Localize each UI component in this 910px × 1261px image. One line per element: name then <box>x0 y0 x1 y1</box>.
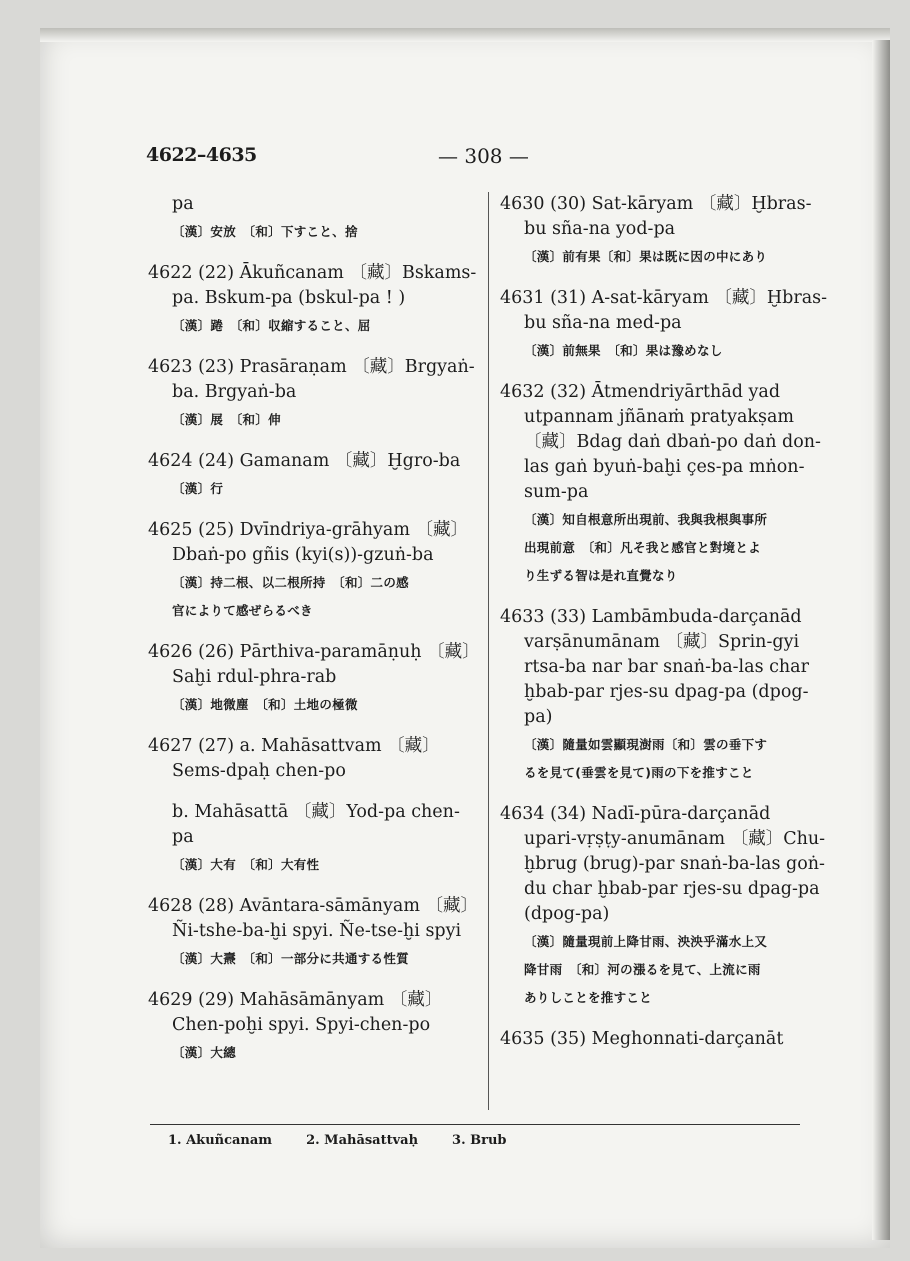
dictionary-entry <box>500 286 830 364</box>
footnote: 1. Akuñcanam <box>168 1133 273 1148</box>
dictionary-entry <box>148 449 480 502</box>
entry-line: 4627 (27) a. Mahāsattvam 〔藏〕 <box>148 736 440 756</box>
entry-line: pa. Bskum-pa (bskul-pa ! ) <box>172 288 406 308</box>
footnotes <box>168 1133 541 1148</box>
dictionary-entry <box>148 355 480 433</box>
dictionary-entry <box>500 380 830 589</box>
dictionary-entry <box>500 1027 830 1052</box>
entry-line: Dbaṅ-po gñis (kyi(s))-gzuṅ-ba <box>172 545 434 565</box>
entry-line: upari-vṛṣṭy-anumānam 〔藏〕Chu- <box>524 829 826 849</box>
entry-line: 4634 (34) Nadī-pūra-darçanād <box>500 804 771 824</box>
entry-translation: 官によりて感ぜらるべき <box>172 603 313 618</box>
entry-translation: 〔漢〕隨量如雲顯現澍雨〔和〕雲の垂下す <box>524 737 768 752</box>
entry-line: las gaṅ byuṅ-baḫi çes-pa mṅon- <box>524 457 805 477</box>
entry-translation: 〔漢〕前無果 〔和〕果は豫めなし <box>524 343 723 358</box>
entry-line: b. Mahāsattā 〔藏〕Yod-pa chen- <box>172 802 460 822</box>
footnote: 2. Mahāsattvaḥ <box>306 1133 419 1148</box>
entry-line: 4624 (24) Gamanam 〔藏〕Ḫgro-ba <box>148 451 461 471</box>
continued-entry <box>148 192 480 245</box>
entry-translation: 〔漢〕展 〔和〕伸 <box>172 412 281 427</box>
entry-translation: 〔漢〕踡 〔和〕収縮すること、屈 <box>172 318 371 333</box>
entry-range: 4622–4635 <box>146 144 257 166</box>
entry-line: pa <box>172 194 194 214</box>
entry-translation: 〔漢〕大總 <box>172 1045 237 1060</box>
page-header <box>0 140 910 170</box>
dictionary-entry <box>500 802 830 1011</box>
dictionary-entry <box>148 640 480 718</box>
page-number: — 308 — <box>438 144 529 168</box>
entry-line: rtsa-ba nar bar snaṅ-ba-las char <box>524 657 809 677</box>
entry-translation: 降甘雨 〔和〕河の漲るを見て、上流に雨 <box>524 962 761 977</box>
entry-line: 4625 (25) Dvīndriya-grāhyam 〔藏〕 <box>148 520 469 540</box>
page-fold-shadow <box>40 28 890 42</box>
dictionary-entry <box>500 605 830 786</box>
dictionary-entry <box>148 894 480 972</box>
entry-translation: 〔漢〕隨量現前上降甘雨、泱泱乎滿水上又 <box>524 934 768 949</box>
dictionary-entry <box>148 261 480 339</box>
entry-translation: ありしことを推すこと <box>524 990 653 1005</box>
entry-line: du char ḫbab-par rjes-su dpag-pa <box>524 879 820 899</box>
entry-line: Chen-poḫi spyi. Spyi-chen-po <box>172 1015 431 1035</box>
column-divider <box>488 192 489 1110</box>
entry-line: 4635 (35) Meghonnati-darçanāt <box>500 1029 784 1049</box>
entry-line: 4626 (26) Pārthiva-paramāṇuḥ 〔藏〕 <box>148 642 480 662</box>
left-entry-list <box>148 261 480 1066</box>
entry-line: bu sña-na med-pa <box>524 313 682 333</box>
entry-line: 4629 (29) Mahāsāmānyam 〔藏〕 <box>148 990 443 1010</box>
entry-line: 4633 (33) Lambāmbuda-darçanād <box>500 607 802 627</box>
entry-translation: 〔漢〕前有果〔和〕果は既に因の中にあり <box>524 249 768 264</box>
entry-line: bu sña-na yod-pa <box>524 219 676 239</box>
entry-line: Sems-dpaḥ chen-po <box>172 761 346 781</box>
dictionary-entry <box>148 518 480 624</box>
right-column <box>500 192 830 1068</box>
entry-translation: るを見て(垂雲を見て)雨の下を推すこと <box>524 765 754 780</box>
entry-line: ḫbab-par rjes-su dpag-pa (dpog- <box>524 682 809 702</box>
entry-line: 4623 (23) Prasāraṇam 〔藏〕Brgyaṅ- <box>148 357 475 377</box>
entry-line: ḫbrug (brug)-par snaṅ-ba-las goṅ- <box>524 854 825 874</box>
entry-line: 4628 (28) Avāntara-sāmānyam 〔藏〕 <box>148 896 478 916</box>
dictionary-entry <box>148 800 480 878</box>
entry-translation: 〔漢〕持二根、以二根所持 〔和〕二の感 <box>172 575 409 590</box>
left-column <box>148 192 480 1082</box>
entry-translation: 〔漢〕地微塵 〔和〕土地の極微 <box>172 697 358 712</box>
entry-translation: り生ずる智は是れ直覺なり <box>524 568 678 583</box>
entry-translation: 出現前意 〔和〕凡そ我と感官と對境とよ <box>524 540 761 555</box>
entry-line: 4622 (22) Ākuñcanam 〔藏〕Bskams- <box>148 263 477 283</box>
entry-line: (dpog-pa) <box>524 904 610 924</box>
entry-translation: 〔漢〕安放 〔和〕下すこと、捨 <box>172 224 358 239</box>
entry-translation: 〔漢〕知自根意所出現前、我與我根與事所 <box>524 512 768 527</box>
dictionary-entry <box>148 734 480 784</box>
right-entry-list <box>500 192 830 1052</box>
entry-line: Saḫi rdul-phra-rab <box>172 667 337 687</box>
entry-line: pa <box>172 827 194 847</box>
page-edge-shadow <box>872 40 890 1240</box>
entry-line: 4631 (31) A-sat-kāryam 〔藏〕Ḫbras- <box>500 288 828 308</box>
dictionary-entry <box>148 988 480 1066</box>
entry-line: 4632 (32) Ātmendriyārthād yad <box>500 382 781 402</box>
entry-line: ba. Brgyaṅ-ba <box>172 382 297 402</box>
entry-line: pa) <box>524 707 553 727</box>
entry-translation: 〔漢〕大有 〔和〕大有性 <box>172 857 320 872</box>
entry-line: Ñi-tshe-ba-ḫi spyi. Ñe-tse-ḫi spyi <box>172 921 462 941</box>
footnote: 3. Brub <box>452 1133 507 1148</box>
entry-line: utpannam jñānaṁ pratyakṣam <box>524 407 795 427</box>
entry-line: 4630 (30) Sat-kāryam 〔藏〕Ḫbras- <box>500 194 812 214</box>
entry-line: 〔藏〕Bdag daṅ dbaṅ-po daṅ don- <box>524 432 821 452</box>
entry-translation: 〔漢〕大燾 〔和〕一部分に共通する性質 <box>172 951 409 966</box>
entry-line: varṣānumānam 〔藏〕Sprin-gyi <box>524 632 800 652</box>
dictionary-entry <box>500 192 830 270</box>
footnote-rule <box>150 1124 800 1125</box>
entry-translation: 〔漢〕行 <box>172 481 224 496</box>
entry-line: sum-pa <box>524 482 589 502</box>
